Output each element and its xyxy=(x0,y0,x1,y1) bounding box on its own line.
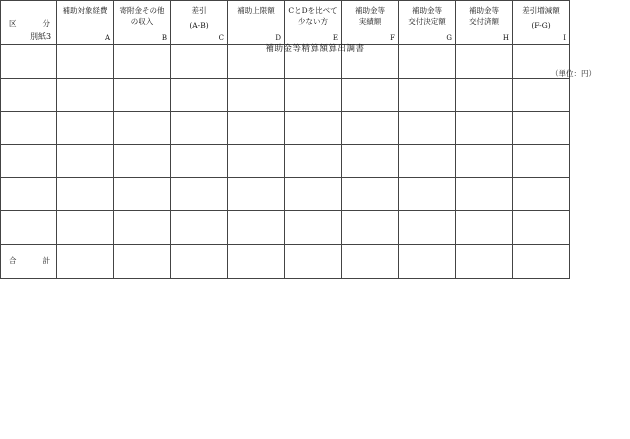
header-label: 補助金等 交付決定額 xyxy=(408,6,446,26)
total-label-cell xyxy=(1,244,57,278)
header-col-h xyxy=(456,1,513,45)
header-label: 補助上限額 xyxy=(237,6,275,15)
header-kubun xyxy=(1,1,57,45)
entry-kubun-cell[interactable] xyxy=(1,211,57,244)
total-cell-a[interactable] xyxy=(57,244,114,278)
entry-kubun-cell[interactable] xyxy=(1,78,57,111)
header-label: 補助対象経費 xyxy=(62,6,108,15)
column-letter: G xyxy=(446,34,452,43)
header-col-f xyxy=(342,1,399,45)
header-label: CとDを比べて 少ない方 xyxy=(288,6,338,26)
column-letter: D xyxy=(275,34,281,43)
entry-cell-f[interactable] xyxy=(342,178,399,211)
entry-cell-i[interactable] xyxy=(513,145,570,178)
entry-cell-d[interactable] xyxy=(228,145,285,178)
entry-kubun-cell[interactable] xyxy=(1,111,57,144)
column-letter: H xyxy=(502,34,509,43)
entry-cell-c[interactable] xyxy=(171,178,228,211)
column-letter: B xyxy=(161,34,167,43)
entry-cell-e[interactable] xyxy=(285,178,342,211)
total-cell-g[interactable] xyxy=(399,244,456,278)
header-col-i xyxy=(513,1,570,45)
entry-cell-h[interactable] xyxy=(456,178,513,211)
entry-cell-f[interactable] xyxy=(342,78,399,111)
entry-cell-g[interactable] xyxy=(399,178,456,211)
entry-kubun-cell[interactable] xyxy=(1,145,57,178)
header-col-e xyxy=(285,1,342,45)
entry-cell-f[interactable] xyxy=(342,145,399,178)
kubun-char-2: 分 xyxy=(42,19,50,28)
entry-cell-b[interactable] xyxy=(114,211,171,244)
document-title: 補助金等精算額算出調書 xyxy=(265,44,365,54)
header-formula: (F-G) xyxy=(531,21,551,30)
header-label: 補助金等 交付済額 xyxy=(469,6,499,26)
entry-cell-i[interactable] xyxy=(513,111,570,144)
total-cell-c[interactable] xyxy=(171,244,228,278)
entry-cell-b[interactable] xyxy=(114,78,171,111)
total-char-2: 計 xyxy=(42,255,50,265)
entry-cell-g[interactable] xyxy=(399,78,456,111)
total-cell-e[interactable] xyxy=(285,244,342,278)
column-letter: A xyxy=(104,34,110,43)
entry-cell-a[interactable] xyxy=(57,145,114,178)
entry-row xyxy=(1,211,570,244)
entry-cell-g[interactable] xyxy=(399,145,456,178)
total-row xyxy=(1,244,570,278)
header-label: 補助金等 実績額 xyxy=(355,6,385,26)
header-row xyxy=(1,1,570,45)
form-number-label: 別紙3 xyxy=(30,32,52,41)
header-col-g xyxy=(399,1,456,45)
total-cell-b[interactable] xyxy=(114,244,171,278)
entry-cell-d[interactable] xyxy=(228,111,285,144)
entry-cell-e[interactable] xyxy=(285,111,342,144)
header-label: 差引 xyxy=(191,6,207,15)
total-cell-f[interactable] xyxy=(342,244,399,278)
column-letter: F xyxy=(390,34,395,43)
entry-cell-h[interactable] xyxy=(456,211,513,244)
total-cell-h[interactable] xyxy=(456,244,513,278)
entry-cell-b[interactable] xyxy=(114,111,171,144)
entry-cell-b[interactable] xyxy=(114,145,171,178)
entry-row xyxy=(1,145,570,178)
entry-cell-g[interactable] xyxy=(399,111,456,144)
column-letter: C xyxy=(218,34,224,43)
header-label: 差引増減額 xyxy=(522,6,560,15)
kubun-char-1: 区 xyxy=(9,19,17,28)
entry-cell-d[interactable] xyxy=(228,78,285,111)
entry-cell-f[interactable] xyxy=(342,211,399,244)
entry-cell-c[interactable] xyxy=(171,111,228,144)
entry-cell-i[interactable] xyxy=(513,211,570,244)
entry-cell-e[interactable] xyxy=(285,211,342,244)
entry-cell-a[interactable] xyxy=(57,111,114,144)
entry-row xyxy=(1,78,570,111)
entry-cell-i[interactable] xyxy=(513,178,570,211)
header-label: 寄附金その他 の収入 xyxy=(119,6,165,26)
header-col-c xyxy=(171,1,228,45)
entry-cell-d[interactable] xyxy=(228,211,285,244)
entry-cell-h[interactable] xyxy=(456,111,513,144)
total-cell-i[interactable] xyxy=(513,244,570,278)
column-letter: I xyxy=(563,34,566,43)
total-cell-d[interactable] xyxy=(228,244,285,278)
entry-cell-g[interactable] xyxy=(399,211,456,244)
entry-cell-a[interactable] xyxy=(57,178,114,211)
entry-kubun-cell[interactable] xyxy=(1,178,57,211)
header-col-d xyxy=(228,1,285,45)
entry-cell-b[interactable] xyxy=(114,178,171,211)
entry-cell-c[interactable] xyxy=(171,145,228,178)
column-letter: E xyxy=(332,34,338,43)
entry-cell-c[interactable] xyxy=(171,211,228,244)
entry-cell-e[interactable] xyxy=(285,145,342,178)
entry-cell-a[interactable] xyxy=(57,78,114,111)
entry-cell-e[interactable] xyxy=(285,78,342,111)
total-char-1: 合 xyxy=(9,255,17,265)
entry-cell-h[interactable] xyxy=(456,145,513,178)
unit-note: （単位：円） xyxy=(551,69,596,78)
header-formula: (A-B) xyxy=(189,21,209,30)
entry-cell-f[interactable] xyxy=(342,111,399,144)
entry-cell-a[interactable] xyxy=(57,211,114,244)
header-col-a xyxy=(57,1,114,45)
entry-cell-c[interactable] xyxy=(171,78,228,111)
entry-cell-h[interactable] xyxy=(456,78,513,111)
entry-row xyxy=(1,111,570,144)
entry-cell-d[interactable] xyxy=(228,178,285,211)
entry-row xyxy=(1,178,570,211)
header-col-b xyxy=(114,1,171,45)
entry-cell-i[interactable] xyxy=(513,78,570,111)
